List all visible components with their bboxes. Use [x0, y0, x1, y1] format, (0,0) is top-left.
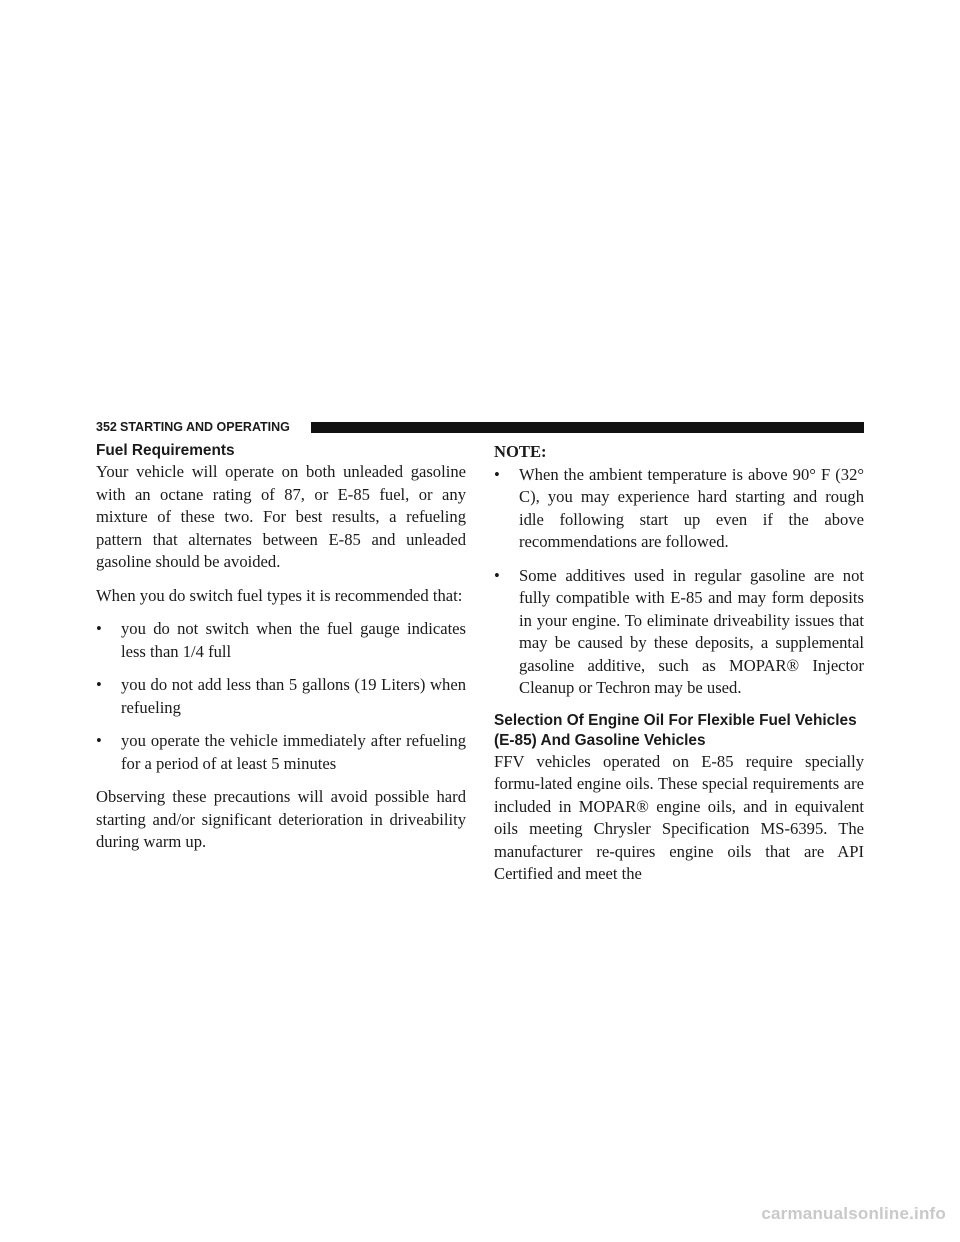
list-item [494, 565, 864, 700]
bullet-icon: • [96, 731, 102, 750]
switch-lead-paragraph: When you do switch fuel types it is recommended that: [96, 585, 463, 605]
right-column [494, 441, 864, 886]
bullet-text: you operate the vehicle immediately after refueling for a period of at least 5 minutes [121, 731, 466, 773]
list-item [96, 730, 466, 775]
bullet-text: Some additives used in regular gasoline are not fully compatible with E-85 and may form deposits in your engine. To eliminate driveability issues that may be caused by these deposits, a supplemental gasoline additive, such as MOPAR® Injector Cleanup or Techron may be used. [519, 565, 864, 697]
page-number: 352 [96, 420, 117, 434]
engine-oil-heading: Selection Of Engine Oil For Flexible Fuel Vehicles (E-85) And Gasoline Vehicles [494, 711, 857, 749]
list-item [96, 618, 466, 663]
bullet-text: you do not switch when the fuel gauge indicates less than 1/4 full [121, 619, 466, 661]
fuel-requirements-heading: Fuel Requirements [96, 442, 235, 459]
page-header [96, 421, 864, 435]
bullet-icon: • [494, 565, 500, 585]
bullet-text: you do not add less than 5 gallons (19 Liters) when refueling [121, 675, 466, 717]
closing-paragraph: Observing these precautions will avoid possible hard starting and/or significant deterioration in driveability during warm up. [96, 787, 466, 851]
bullet-icon: • [96, 675, 102, 694]
bullet-text: When the ambient temperature is above 90° F (32° C), you may experience hard starting and rough idle following start up even if the above recommendations are followed. [519, 464, 864, 551]
note-label: NOTE: [494, 442, 547, 461]
section-title: STARTING AND OPERATING [120, 420, 290, 434]
list-item [96, 674, 466, 719]
watermark: carmanualsonline.info [761, 1204, 946, 1223]
intro-paragraph: Your vehicle will operate on both unleaded gasoline with an octane rating of 87, or E-85 fuel, or any mixture of these two. For best results, a refueling pattern that alternates between E-85 and unleaded gasoline should be avoided. [96, 462, 466, 571]
left-column [96, 441, 466, 854]
list-item [494, 464, 864, 554]
engine-oil-paragraph: FFV vehicles operated on E-85 require specially formu-lated engine oils. These special requirements are included in MOPAR® engine oils, and in equivalent oils meeting Chrysler Specification MS-6395. The manufacturer re-quires engine oils that are API Certified and meet the [494, 751, 864, 883]
bullet-icon: • [494, 464, 500, 484]
header-rule [311, 422, 864, 433]
bullet-icon: • [96, 619, 102, 638]
